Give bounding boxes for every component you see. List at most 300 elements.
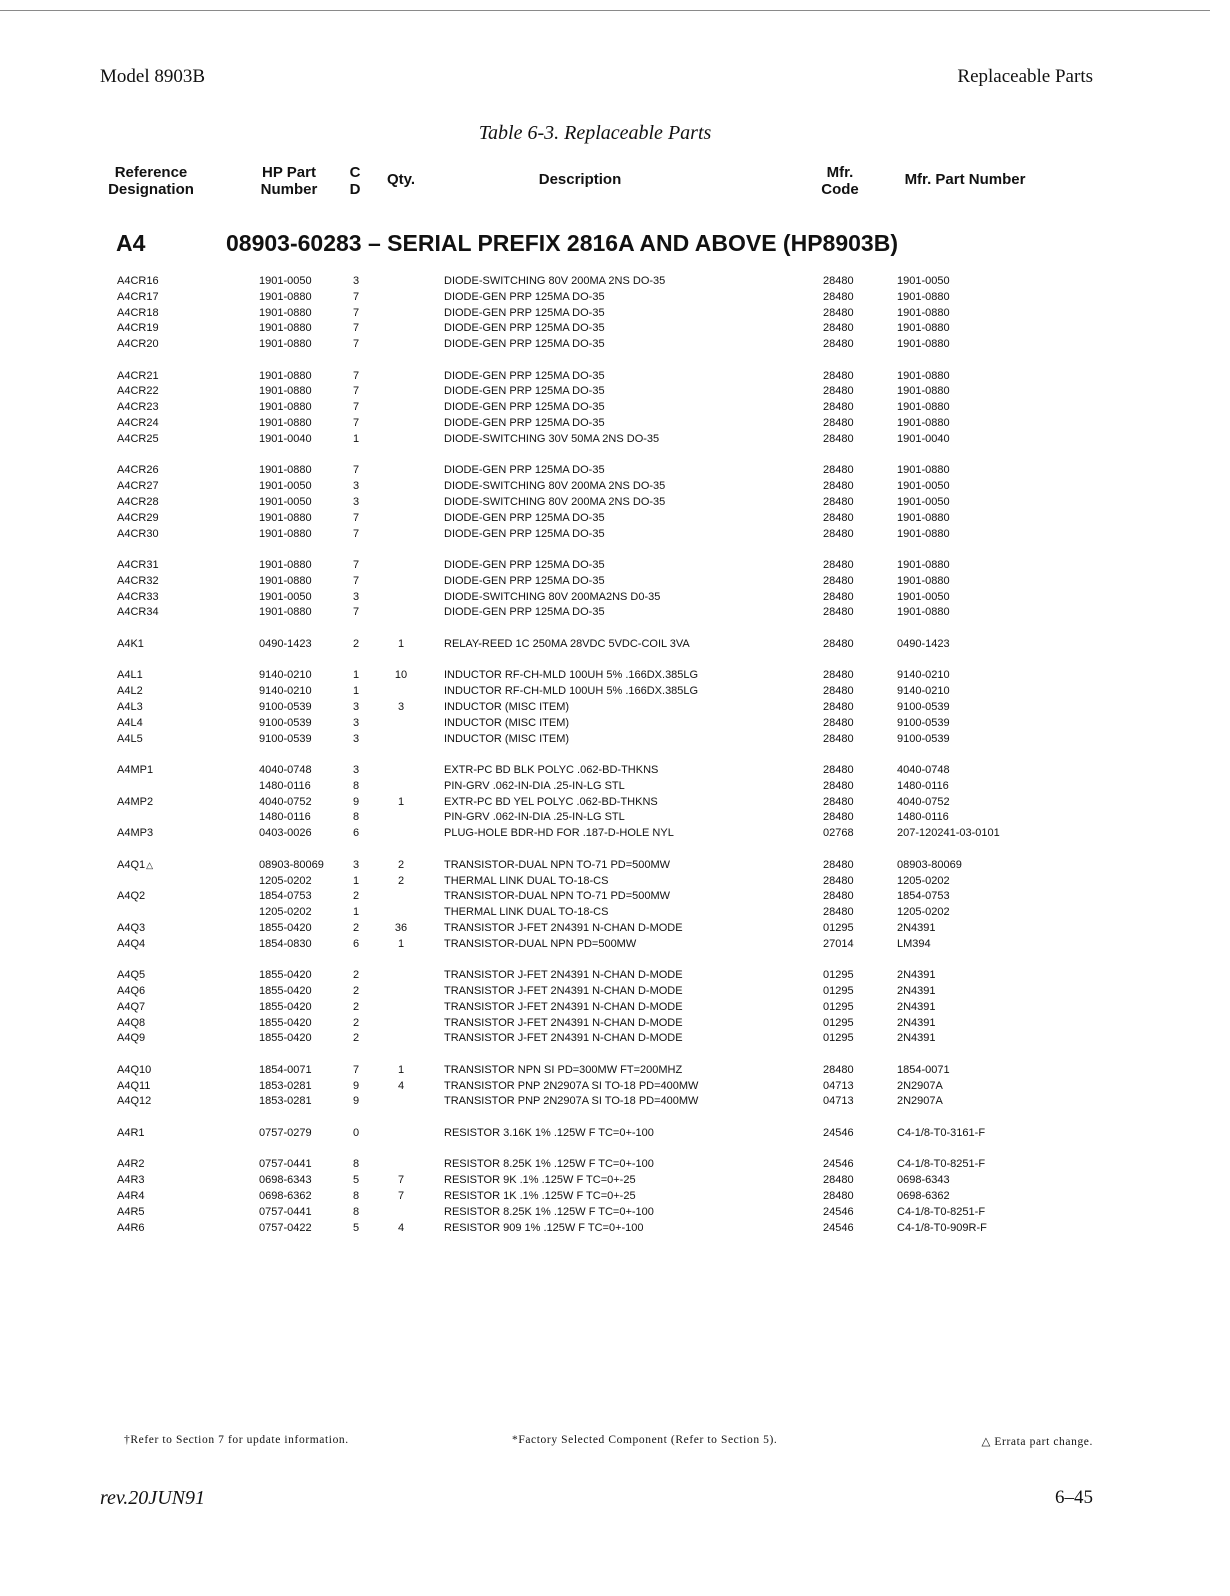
ref-designation: A4R3 — [117, 1174, 145, 1187]
mfr-part-number: 1901-0050 — [897, 275, 950, 287]
check-digit: 2 — [352, 984, 360, 997]
hp-part-number: 08903-80069 — [259, 858, 324, 871]
mfr-code: 28480 — [823, 464, 854, 477]
mfr-code: 28480 — [823, 338, 854, 351]
ref-designation: A4CR34 — [117, 606, 159, 619]
description: PIN-GRV .062-IN-DIA .25-IN-LG STL — [444, 811, 625, 824]
quantity: 10 — [394, 669, 408, 682]
table-row — [0, 637, 1230, 653]
description: THERMAL LINK DUAL TO-18-CS — [444, 874, 609, 887]
hp-part-number: 1205-0202 — [259, 874, 312, 887]
mfr-code: 24546 — [823, 1221, 854, 1234]
ref-designation: A4CR19 — [117, 322, 159, 335]
mfr-part-number: 9100-0539 — [897, 716, 950, 729]
description: DIODE-SWITCHING 30V 50MA 2NS DO-35 — [444, 432, 660, 445]
mfr-code: 28480 — [823, 559, 854, 572]
hp-part-number: 1855-0420 — [259, 1032, 312, 1045]
check-digit: 3 — [352, 480, 360, 493]
mfr-code: 28480 — [823, 685, 854, 698]
check-digit: 7 — [352, 559, 360, 572]
hp-part-number: 0757-0422 — [259, 1221, 312, 1234]
description: RELAY-REED 1C 250MA 28VDC 5VDC-COIL 3VA — [444, 637, 690, 650]
hp-part-number: 1901-0880 — [259, 338, 312, 351]
check-digit: 6 — [352, 827, 360, 840]
check-digit: 8 — [352, 1190, 360, 1203]
hp-part-number: 1854-0830 — [259, 937, 312, 950]
ref-designation: A4CR17 — [117, 290, 159, 303]
hp-part-number: 0490-1423 — [259, 637, 312, 650]
description: TRANSISTOR J-FET 2N4391 N-CHAN D-MODE — [444, 1000, 683, 1013]
ref-designation: A4CR29 — [117, 511, 159, 524]
table-row — [0, 321, 1230, 337]
ref-designation: A4MP2 — [117, 795, 154, 808]
description: DIODE-GEN PRP 125MA DO-35 — [444, 527, 605, 540]
mfr-part-number: 2N4391 — [897, 1032, 936, 1045]
col-header-hp-part: HP Part Number — [260, 164, 318, 198]
mfr-part-number: 9100-0539 — [897, 700, 950, 713]
mfr-code: 28480 — [823, 764, 854, 777]
table-row — [0, 384, 1230, 400]
mfr-code: 28480 — [823, 385, 854, 398]
table-row — [0, 1079, 1230, 1095]
quantity: 1 — [397, 637, 405, 650]
mfr-code: 28480 — [823, 874, 854, 887]
mfr-code: 01295 — [823, 921, 854, 934]
mfr-part-number: 2N2907A — [897, 1079, 943, 1092]
col-header-reference: Reference Designation — [108, 164, 194, 198]
check-digit: 8 — [352, 1158, 360, 1171]
description: TRANSISTOR J-FET 2N4391 N-CHAN D-MODE — [444, 1032, 683, 1045]
top-rule — [0, 10, 1210, 11]
check-digit: 5 — [352, 1221, 360, 1234]
ref-designation: A4R1 — [117, 1126, 145, 1139]
table-row — [0, 858, 1230, 874]
ref-designation: A4CR27 — [117, 480, 159, 493]
hp-part-number: 1901-0880 — [259, 369, 312, 382]
mfr-code: 27014 — [823, 937, 854, 950]
mfr-part-number: C4-1/8-T0-8251-F — [897, 1205, 986, 1218]
check-digit: 2 — [352, 637, 360, 650]
check-digit: 2 — [352, 1032, 360, 1045]
mfr-part-number: 1205-0202 — [897, 874, 950, 887]
mfr-code: 28480 — [823, 322, 854, 335]
mfr-code: 01295 — [823, 984, 854, 997]
description: TRANSISTOR PNP 2N2907A SI TO-18 PD=400MW — [444, 1095, 699, 1108]
hp-part-number: 1901-0880 — [259, 290, 312, 303]
table-row — [0, 1205, 1230, 1221]
errata-mark-icon: △ — [146, 859, 154, 870]
hp-part-number: 4040-0752 — [259, 795, 312, 808]
mfr-part-number: 207-120241-03-0101 — [897, 827, 1000, 840]
ref-designation: A4CR30 — [117, 527, 159, 540]
section-header: Replaceable Parts — [957, 66, 1093, 87]
description: DIODE-GEN PRP 125MA DO-35 — [444, 306, 605, 319]
hp-part-number: 1855-0420 — [259, 984, 312, 997]
mfr-part-number: 2N2907A — [897, 1095, 943, 1108]
ref-designation: A4R4 — [117, 1190, 145, 1203]
hp-part-number: 1480-0116 — [259, 779, 311, 792]
ref-designation: A4L4 — [117, 716, 143, 729]
ref-designation: A4MP1 — [117, 764, 154, 777]
mfr-part-number: 2N4391 — [897, 1016, 936, 1029]
ref-designation: A4R6 — [117, 1221, 145, 1234]
mfr-code: 01295 — [823, 1000, 854, 1013]
mfr-part-number: 1901-0880 — [897, 464, 950, 477]
hp-part-number: 9100-0539 — [259, 716, 312, 729]
check-digit: 7 — [352, 417, 360, 430]
description: DIODE-GEN PRP 125MA DO-35 — [444, 338, 605, 351]
footnote-factory: *Factory Selected Component (Refer to Section 5). — [512, 1434, 778, 1446]
ref-designation: A4L2 — [117, 685, 143, 698]
mfr-part-number: 1901-0050 — [897, 480, 950, 493]
mfr-part-number: 08903-80069 — [897, 858, 962, 871]
check-digit: 5 — [352, 1174, 360, 1187]
mfr-code: 28480 — [823, 606, 854, 619]
table-row — [0, 1189, 1230, 1205]
hp-part-number: 1901-0880 — [259, 464, 312, 477]
check-digit: 3 — [352, 700, 360, 713]
mfr-part-number: 9140-0210 — [897, 669, 950, 682]
hp-part-number: 4040-0748 — [259, 764, 312, 777]
description: EXTR-PC BD YEL POLYC .062-BD-THKNS — [444, 795, 658, 808]
table-row — [0, 558, 1230, 574]
table-row — [0, 937, 1230, 953]
ref-designation: A4CR25 — [117, 432, 159, 445]
table-row — [0, 763, 1230, 779]
ref-designation: A4CR23 — [117, 401, 159, 414]
ref-designation: A4R2 — [117, 1158, 145, 1171]
ref-designation: A4Q3 — [117, 921, 146, 934]
mfr-part-number: 1205-0202 — [897, 906, 950, 919]
table-row — [0, 1221, 1230, 1237]
revision-date: rev.20JUN91 — [100, 1487, 205, 1509]
ref-designation: A4Q5 — [117, 969, 146, 982]
assembly-id: A4 — [116, 230, 146, 256]
check-digit: 2 — [352, 1016, 360, 1029]
table-row — [0, 1063, 1230, 1079]
description: INDUCTOR (MISC ITEM) — [444, 716, 570, 729]
page-number: 6–45 — [1055, 1487, 1093, 1508]
ref-designation: A4L1 — [117, 669, 143, 682]
mfr-part-number: 1480-0116 — [897, 779, 949, 792]
ref-designation: A4CR26 — [117, 464, 159, 477]
description: DIODE-GEN PRP 125MA DO-35 — [444, 322, 605, 335]
table-row — [0, 668, 1230, 684]
hp-part-number: 9140-0210 — [259, 669, 312, 682]
hp-part-number: 9100-0539 — [259, 732, 312, 745]
hp-part-number: 1901-0880 — [259, 306, 312, 319]
description: INDUCTOR RF-CH-MLD 100UH 5% .166DX.385LG — [444, 669, 699, 682]
mfr-part-number: 9140-0210 — [897, 685, 950, 698]
table-row — [0, 905, 1230, 921]
ref-designation: A4Q1△ — [117, 858, 154, 871]
ref-designation: A4Q6 — [117, 984, 146, 997]
mfr-part-number: 1901-0040 — [897, 432, 950, 445]
mfr-code: 28480 — [823, 1063, 854, 1076]
mfr-part-number: 1901-0880 — [897, 306, 950, 319]
hp-part-number: 1853-0281 — [259, 1095, 312, 1108]
description: DIODE-GEN PRP 125MA DO-35 — [444, 290, 605, 303]
hp-part-number: 0698-6362 — [259, 1190, 312, 1203]
hp-part-number: 1901-0880 — [259, 606, 312, 619]
mfr-code: 28480 — [823, 858, 854, 871]
table-row — [0, 337, 1230, 353]
table-row — [0, 700, 1230, 716]
quantity: 3 — [397, 700, 405, 713]
hp-part-number: 1901-0050 — [259, 480, 312, 493]
ref-designation: A4Q4 — [117, 937, 146, 950]
check-digit: 1 — [352, 906, 360, 919]
assembly-heading — [116, 230, 898, 257]
mfr-code: 28480 — [823, 432, 854, 445]
table-row — [0, 511, 1230, 527]
description: TRANSISTOR J-FET 2N4391 N-CHAN D-MODE — [444, 984, 683, 997]
hp-part-number: 1854-0071 — [259, 1063, 312, 1076]
check-digit: 7 — [352, 401, 360, 414]
ref-designation: A4L3 — [117, 700, 143, 713]
quantity: 7 — [397, 1190, 405, 1203]
description: DIODE-GEN PRP 125MA DO-35 — [444, 606, 605, 619]
mfr-code: 28480 — [823, 417, 854, 430]
ref-designation: A4Q2 — [117, 890, 146, 903]
table-row — [0, 779, 1230, 795]
hp-part-number: 0757-0279 — [259, 1126, 312, 1139]
check-digit: 7 — [352, 464, 360, 477]
mfr-code: 02768 — [823, 827, 854, 840]
description: DIODE-GEN PRP 125MA DO-35 — [444, 385, 605, 398]
table-row — [0, 605, 1230, 621]
check-digit: 1 — [352, 874, 360, 887]
hp-part-number: 0757-0441 — [259, 1158, 312, 1171]
description: TRANSISTOR J-FET 2N4391 N-CHAN D-MODE — [444, 1016, 683, 1029]
description: DIODE-GEN PRP 125MA DO-35 — [444, 464, 605, 477]
ref-designation: A4K1 — [117, 637, 144, 650]
mfr-part-number: 2N4391 — [897, 969, 936, 982]
table-row — [0, 1031, 1230, 1047]
quantity: 4 — [397, 1221, 405, 1234]
description: TRANSISTOR J-FET 2N4391 N-CHAN D-MODE — [444, 969, 683, 982]
mfr-code: 28480 — [823, 1190, 854, 1203]
description: DIODE-GEN PRP 125MA DO-35 — [444, 559, 605, 572]
table-row — [0, 369, 1230, 385]
mfr-part-number: C4-1/8-T0-3161-F — [897, 1126, 986, 1139]
ref-designation: A4Q7 — [117, 1000, 146, 1013]
table-row — [0, 574, 1230, 590]
description: RESISTOR 8.25K 1% .125W F TC=0+-100 — [444, 1158, 654, 1171]
mfr-part-number: 2N4391 — [897, 921, 936, 934]
check-digit: 3 — [352, 764, 360, 777]
table-row — [0, 1094, 1230, 1110]
mfr-code: 28480 — [823, 890, 854, 903]
ref-designation: A4Q11 — [117, 1079, 151, 1092]
quantity: 1 — [397, 937, 405, 950]
quantity: 2 — [397, 858, 405, 871]
hp-part-number: 1855-0420 — [259, 1000, 312, 1013]
description: TRANSISTOR-DUAL NPN TO-71 PD=500MW — [444, 858, 671, 871]
hp-part-number: 1855-0420 — [259, 969, 312, 982]
check-digit: 3 — [352, 495, 360, 508]
check-digit: 8 — [352, 811, 360, 824]
hp-part-number: 1854-0753 — [259, 890, 312, 903]
mfr-part-number: 1901-0880 — [897, 527, 950, 540]
table-row — [0, 590, 1230, 606]
check-digit: 6 — [352, 937, 360, 950]
quantity: 36 — [394, 921, 408, 934]
check-digit: 2 — [352, 1000, 360, 1013]
mfr-code: 28480 — [823, 700, 854, 713]
description: RESISTOR 8.25K 1% .125W F TC=0+-100 — [444, 1205, 654, 1218]
mfr-part-number: 4040-0748 — [897, 764, 950, 777]
description: THERMAL LINK DUAL TO-18-CS — [444, 906, 609, 919]
mfr-code: 28480 — [823, 275, 854, 287]
table-row — [0, 810, 1230, 826]
description: RESISTOR 3.16K 1% .125W F TC=0+-100 — [444, 1126, 654, 1139]
mfr-part-number: C4-1/8-T0-8251-F — [897, 1158, 986, 1171]
description: INDUCTOR (MISC ITEM) — [444, 732, 570, 745]
mfr-code: 28480 — [823, 1174, 854, 1187]
check-digit: 7 — [352, 322, 360, 335]
table-row — [0, 495, 1230, 511]
table-row — [0, 416, 1230, 432]
table-row — [0, 1016, 1230, 1032]
mfr-part-number: 1901-0050 — [897, 590, 950, 603]
mfr-part-number: 1480-0116 — [897, 811, 949, 824]
mfr-code: 28480 — [823, 637, 854, 650]
check-digit: 7 — [352, 290, 360, 303]
mfr-part-number: C4-1/8-T0-909R-F — [897, 1221, 987, 1234]
check-digit: 1 — [352, 685, 360, 698]
hp-part-number: 1480-0116 — [259, 811, 311, 824]
check-digit: 7 — [352, 1063, 360, 1076]
check-digit: 2 — [352, 890, 360, 903]
mfr-code: 28480 — [823, 290, 854, 303]
check-digit: 1 — [352, 669, 360, 682]
mfr-code: 01295 — [823, 1016, 854, 1029]
check-digit: 7 — [352, 369, 360, 382]
hp-part-number: 1901-0050 — [259, 590, 312, 603]
hp-part-number: 1901-0040 — [259, 432, 312, 445]
mfr-code: 28480 — [823, 511, 854, 524]
col-header-mfr-code: Mfr. Code — [821, 164, 859, 198]
mfr-part-number: 1901-0880 — [897, 369, 950, 382]
mfr-part-number: 0698-6343 — [897, 1174, 950, 1187]
check-digit: 3 — [352, 858, 360, 871]
description: PLUG-HOLE BDR-HD FOR .187-D-HOLE NYL — [444, 827, 674, 840]
ref-designation: A4CR18 — [117, 306, 159, 319]
table-row — [0, 889, 1230, 905]
description: INDUCTOR (MISC ITEM) — [444, 700, 570, 713]
description: DIODE-SWITCHING 80V 200MA 2NS DO-35 — [444, 275, 666, 287]
table-row — [0, 968, 1230, 984]
check-digit: 2 — [352, 969, 360, 982]
quantity: 4 — [397, 1079, 405, 1092]
mfr-part-number: 1901-0880 — [897, 559, 950, 572]
description: PIN-GRV .062-IN-DIA .25-IN-LG STL — [444, 779, 625, 792]
check-digit: 1 — [352, 432, 360, 445]
table-row — [0, 1126, 1230, 1142]
description: TRANSISTOR-DUAL NPN TO-71 PD=500MW — [444, 890, 671, 903]
mfr-part-number: 1901-0880 — [897, 385, 950, 398]
mfr-part-number: 1901-0880 — [897, 401, 950, 414]
mfr-code: 28480 — [823, 732, 854, 745]
mfr-part-number: 1901-0880 — [897, 322, 950, 335]
mfr-part-number: 1854-0753 — [897, 890, 950, 903]
ref-designation: A4Q9 — [117, 1032, 146, 1045]
hp-part-number: 0403-0026 — [259, 827, 312, 840]
hp-part-number: 0757-0441 — [259, 1205, 312, 1218]
check-digit: 2 — [352, 921, 360, 934]
description: DIODE-GEN PRP 125MA DO-35 — [444, 401, 605, 414]
hp-part-number: 1855-0420 — [259, 1016, 312, 1029]
ref-designation: A4CR21 — [117, 369, 159, 382]
description: DIODE-SWITCHING 80V 200MA2NS D0-35 — [444, 590, 661, 603]
ref-designation: A4MP3 — [117, 827, 154, 840]
ref-designation: A4Q8 — [117, 1016, 146, 1029]
table-row — [0, 732, 1230, 748]
mfr-code: 28480 — [823, 716, 854, 729]
hp-part-number: 1901-0880 — [259, 527, 312, 540]
check-digit: 7 — [352, 338, 360, 351]
quantity: 7 — [397, 1174, 405, 1187]
mfr-code: 04713 — [823, 1095, 854, 1108]
ref-designation: A4CR20 — [117, 338, 159, 351]
mfr-part-number: 1901-0880 — [897, 417, 950, 430]
mfr-code: 28480 — [823, 480, 854, 493]
hp-part-number: 1901-0880 — [259, 559, 312, 572]
table-row — [0, 306, 1230, 322]
description: TRANSISTOR-DUAL NPN PD=500MW — [444, 937, 637, 950]
ref-designation: A4R5 — [117, 1205, 145, 1218]
mfr-code: 28480 — [823, 669, 854, 682]
mfr-part-number: 1901-0050 — [897, 495, 950, 508]
description: DIODE-GEN PRP 125MA DO-35 — [444, 369, 605, 382]
mfr-code: 28480 — [823, 495, 854, 508]
table-row — [0, 290, 1230, 306]
mfr-code: 01295 — [823, 1032, 854, 1045]
mfr-part-number: 1901-0880 — [897, 338, 950, 351]
check-digit: 7 — [352, 574, 360, 587]
mfr-code: 01295 — [823, 969, 854, 982]
mfr-part-number: LM394 — [897, 937, 931, 950]
table-row — [0, 826, 1230, 842]
check-digit: 7 — [352, 527, 360, 540]
ref-designation: A4CR28 — [117, 495, 159, 508]
hp-part-number: 1901-0880 — [259, 385, 312, 398]
mfr-part-number: 9100-0539 — [897, 732, 950, 745]
hp-part-number: 1205-0202 — [259, 906, 312, 919]
mfr-code: 28480 — [823, 574, 854, 587]
description: RESISTOR 1K .1% .125W F TC=0+-25 — [444, 1190, 636, 1203]
mfr-code: 28480 — [823, 811, 854, 824]
check-digit: 3 — [352, 590, 360, 603]
check-digit: 3 — [352, 275, 360, 287]
check-digit: 9 — [352, 1079, 360, 1092]
col-header-cd: C D — [349, 164, 361, 198]
table-row — [0, 479, 1230, 495]
table-row — [0, 527, 1230, 543]
col-header-qty: Qty. — [386, 171, 416, 188]
check-digit: 8 — [352, 1205, 360, 1218]
quantity: 1 — [397, 1063, 405, 1076]
quantity: 1 — [397, 795, 405, 808]
model-header: Model 8903B — [100, 66, 206, 87]
hp-part-number: 1901-0880 — [259, 322, 312, 335]
description: DIODE-GEN PRP 125MA DO-35 — [444, 417, 605, 430]
table-row — [0, 400, 1230, 416]
mfr-code: 28480 — [823, 527, 854, 540]
description: INDUCTOR RF-CH-MLD 100UH 5% .166DX.385LG — [444, 685, 699, 698]
hp-part-number: 9100-0539 — [259, 700, 312, 713]
